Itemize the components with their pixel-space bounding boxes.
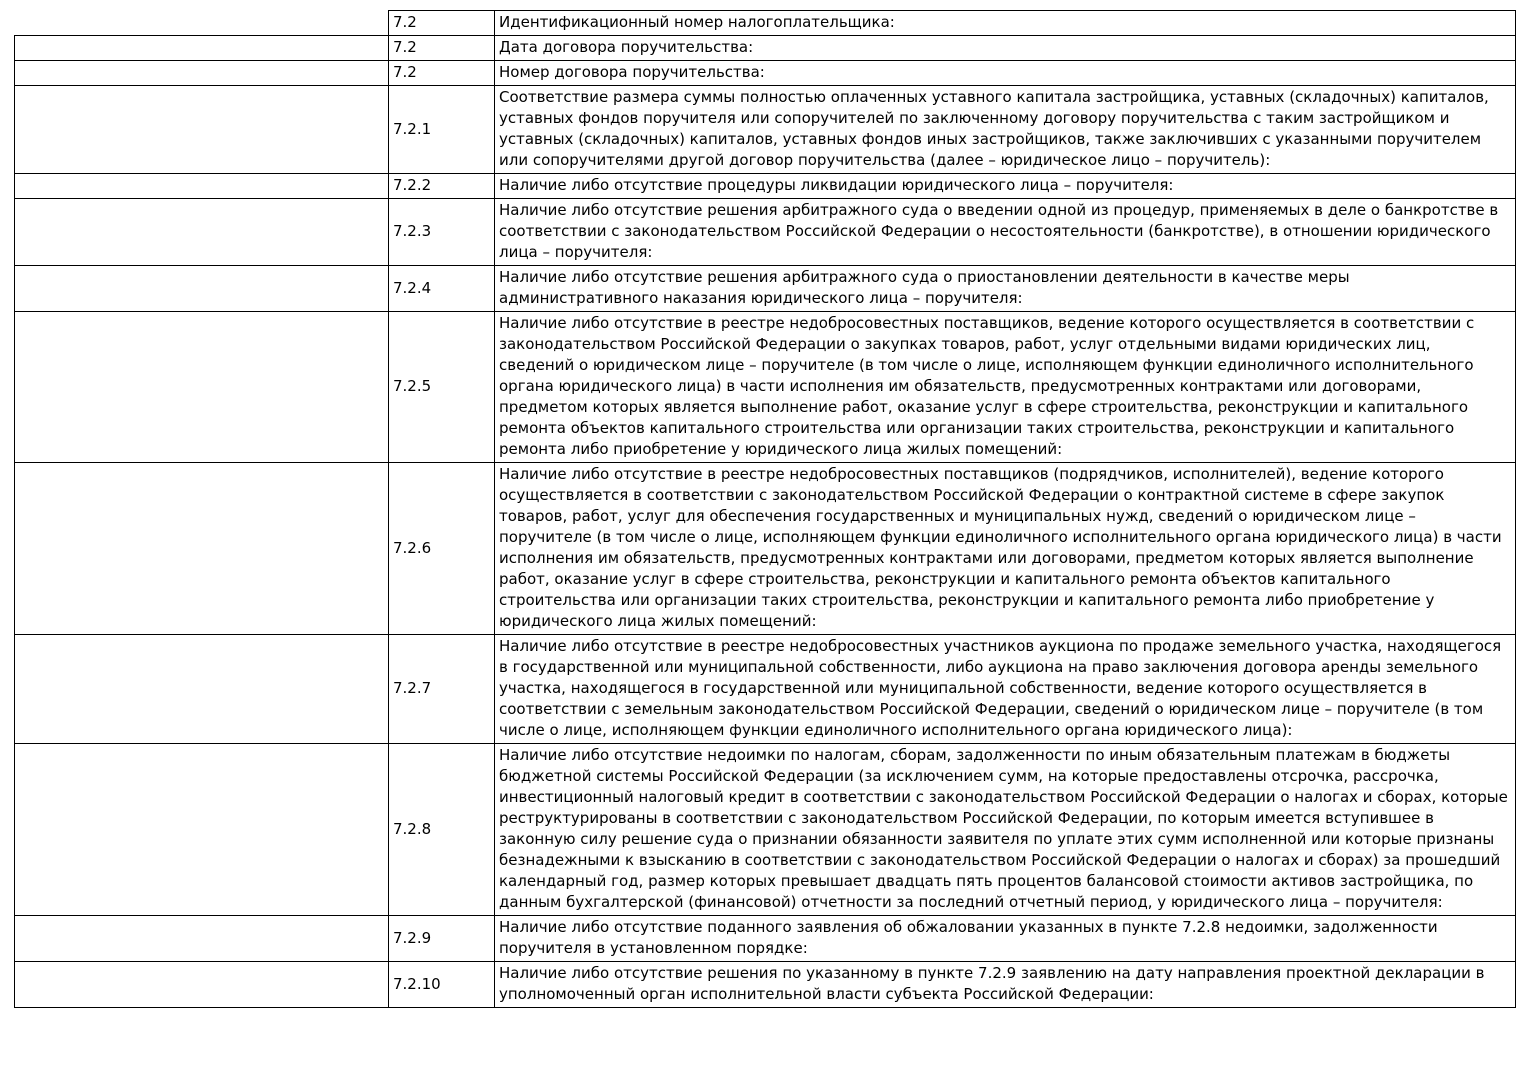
item-description: Наличие либо отсутствие решения арбитражного суда о введении одной из процедур, применяемых в деле о банкротстве в соответствии с законодательством Российской Федерации о несостоятельности (банкротстве), в отношении юридического лица – поручителя: [495, 199, 1516, 266]
items-table-body [15, 11, 1516, 1008]
item-description: Идентификационный номер налогоплательщика: [495, 11, 1516, 36]
value-cell [15, 36, 389, 61]
declaration-items-table [14, 10, 1516, 1008]
value-cell [15, 962, 389, 1008]
item-number: 7.2.9 [389, 916, 495, 962]
item-number: 7.2.4 [389, 266, 495, 312]
item-description: Дата договора поручительства: [495, 36, 1516, 61]
value-cell [15, 266, 389, 312]
item-description: Наличие либо отсутствие процедуры ликвидации юридического лица – поручителя: [495, 174, 1516, 199]
value-cell [15, 312, 389, 463]
item-number: 7.2.5 [389, 312, 495, 463]
value-cell [15, 174, 389, 199]
table-row [15, 463, 1516, 635]
table-row [15, 86, 1516, 174]
value-cell [15, 11, 389, 36]
table-row [15, 962, 1516, 1008]
table-row [15, 199, 1516, 266]
table-row [15, 312, 1516, 463]
table-row [15, 61, 1516, 86]
value-cell [15, 744, 389, 916]
item-number: 7.2.1 [389, 86, 495, 174]
item-description: Наличие либо отсутствие решения арбитражного суда о приостановлении деятельности в качестве меры административного наказания юридического лица – поручителя: [495, 266, 1516, 312]
item-number: 7.2.2 [389, 174, 495, 199]
item-number: 7.2 [389, 36, 495, 61]
table-row [15, 11, 1516, 36]
item-number: 7.2.7 [389, 635, 495, 744]
item-number: 7.2.8 [389, 744, 495, 916]
value-cell [15, 463, 389, 635]
table-row [15, 36, 1516, 61]
value-cell [15, 635, 389, 744]
table-row [15, 266, 1516, 312]
table-row [15, 916, 1516, 962]
item-description: Наличие либо отсутствие в реестре недобросовестных участников аукциона по продаже земельного участка, находящегося в государственной или муниципальной собственности, либо аукциона на право заключения договора аренды земельного участка, находящегося в государственной или муниципальной собственности, ведение которого осуществляется в соответствии с земельным законодательством Российской Федерации, сведений о юридическом лице – поручителе (в том числе о лице, исполняющем функции единоличного исполнительного органа юридического лица): [495, 635, 1516, 744]
item-description: Наличие либо отсутствие в реестре недобросовестных поставщиков (подрядчиков, исполнителей), ведение которого осуществляется в соответствии с законодательством Российской Федерации о контрактной системе в сфере закупок товаров, работ, услуг для обеспечения государственных и муниципальных нужд, сведений о юридическом лице – поручителе (в том числе о лице, исполняющем функции единоличного исполнительного органа юридического лица) в части исполнения им обязательств, предусмотренных контрактами или договорами, предметом которых является выполнение работ, оказание услуг в сфере строительства, реконструкции и капитального ремонта объектов капитального строительства или организации таких строительства, реконструкции и капитального ремонта либо приобретение у юридического лица жилых помещений: [495, 463, 1516, 635]
value-cell [15, 199, 389, 266]
item-number: 7.2 [389, 11, 495, 36]
item-number: 7.2.10 [389, 962, 495, 1008]
item-description: Наличие либо отсутствие в реестре недобросовестных поставщиков, ведение которого осуществляется в соответствии с законодательством Российской Федерации о закупках товаров, работ, услуг отдельными видами юридических лиц, сведений о юридическом лице – поручителе (в том числе о лице, исполняющем функции единоличного исполнительного органа юридического лица) в части исполнения им обязательств, предусмотренных контрактами или договорами, предметом которых является выполнение работ, оказание услуг в сфере строительства, реконструкции и капитального ремонта объектов капитального строительства или организации таких строительства, реконструкции и капитального ремонта либо приобретение у юридического лица жилых помещений: [495, 312, 1516, 463]
value-cell [15, 61, 389, 86]
item-number: 7.2 [389, 61, 495, 86]
value-cell [15, 916, 389, 962]
item-number: 7.2.6 [389, 463, 495, 635]
table-row [15, 174, 1516, 199]
item-description: Наличие либо отсутствие недоимки по налогам, сборам, задолженности по иным обязательным платежам в бюджеты бюджетной системы Российской Федерации (за исключением сумм, на которые предоставлены отсрочка, рассрочка, инвестиционный налоговый кредит в соответствии с законодательством Российской Федерации о налогах и сборах, которые реструктурированы в соответствии с законодательством Российской Федерации, по которым имеется вступившее в законную силу решение суда о признании обязанности заявителя по уплате этих сумм исполненной или которые признаны безнадежными к взысканию в соответствии с законодательством Российской Федерации о налогах и сборах) за прошедший календарный год, размер которых превышает двадцать пять процентов балансовой стоимости активов застройщика, по данным бухгалтерской (финансовой) отчетности за последний отчетный период, у юридического лица – поручителя: [495, 744, 1516, 916]
item-description: Соответствие размера суммы полностью оплаченных уставного капитала застройщика, уставных (складочных) капиталов, уставных фондов поручителя или сопоручителей по заключенному договору поручительства с таким застройщиком и уставных (складочных) капиталов, уставных фондов иных застройщиков, также заключивших с указанными поручителем или сопоручителями другой договор поручительства (далее – юридическое лицо – поручитель): [495, 86, 1516, 174]
value-cell [15, 86, 389, 174]
item-description: Номер договора поручительства: [495, 61, 1516, 86]
table-row [15, 635, 1516, 744]
table-row [15, 744, 1516, 916]
item-number: 7.2.3 [389, 199, 495, 266]
item-description: Наличие либо отсутствие решения по указанному в пункте 7.2.9 заявлению на дату направления проектной декларации в уполномоченный орган исполнительной власти субъекта Российской Федерации: [495, 962, 1516, 1008]
item-description: Наличие либо отсутствие поданного заявления об обжаловании указанных в пункте 7.2.8 недоимки, задолженности поручителя в установленном порядке: [495, 916, 1516, 962]
